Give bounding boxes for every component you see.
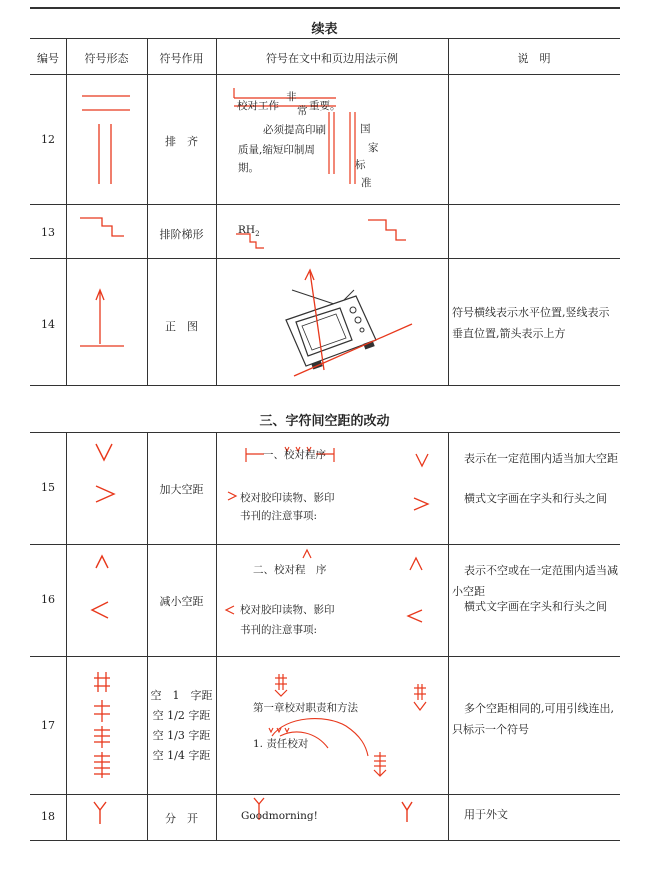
row-18-num: 18 — [41, 810, 55, 823]
row-17-note: 多个空距相同的,可用引线连出,只标示一个符号 — [452, 702, 614, 736]
row-14-num: 14 — [41, 318, 55, 331]
row-12-ex-line1a: 校对工作 — [237, 100, 279, 112]
use-line-1: 空 1 字距 — [150, 689, 213, 702]
row-16-ex-line1: 二、校对程 序 — [253, 564, 327, 576]
row-15-ex-line2: 校对胶印读物、影印 — [240, 492, 335, 504]
stair-example-marks — [216, 204, 448, 258]
row-14-note: 符号横线表示水平位置,竖线表示垂直位置,箭头表示上方 — [452, 306, 610, 340]
top-rule — [30, 7, 620, 9]
increase-example-marks — [216, 432, 448, 544]
row-12-ex-line2: 必须提高印刷 — [263, 124, 326, 136]
row-14-use: 正 图 — [165, 320, 198, 333]
use-line-4: 空 1/4 字距 — [152, 749, 211, 762]
decrease-example-marks — [216, 544, 448, 656]
row-12-ex-line4: 期。 — [238, 162, 259, 174]
align-example-marks — [216, 74, 448, 204]
use-line-3: 空 1/3 字距 — [152, 729, 211, 742]
header-note: 说 明 — [517, 52, 551, 65]
header-shape: 符号形态 — [84, 52, 129, 65]
row-12-num: 12 — [41, 133, 55, 146]
space-marks-symbol — [66, 656, 147, 794]
row-12-use: 排 齐 — [165, 135, 198, 148]
row-12-ex-side-1: 家 — [368, 142, 379, 154]
row-12-ex-line1d: 重要。 — [309, 100, 341, 112]
header-num: 编号 — [37, 52, 59, 65]
row-17-ex-line2: 1. 责任校对 — [253, 738, 309, 750]
space-example-marks — [216, 656, 448, 794]
row-15-use: 加大空距 — [159, 483, 204, 496]
row-12-ex-side-3: 准 — [361, 177, 372, 189]
row-15-ex-line3: 书刊的注意事项: — [240, 510, 318, 522]
row-17-use — [147, 686, 216, 766]
row-15-note2: 横式文字画在字头和行头之间 — [464, 492, 607, 505]
row-16-note2: 横式文字画在字头和行头之间 — [464, 600, 607, 613]
row-18-ex-text: Goodmorning! — [241, 810, 318, 822]
stair-symbol — [66, 204, 147, 258]
row-16-note1: 表示不空或在一定范围内适当减小空距 — [452, 564, 618, 598]
increase-space-symbol — [66, 432, 147, 544]
upright-symbol — [66, 258, 147, 385]
row-15-num: 15 — [41, 481, 55, 494]
tv-illustration — [216, 258, 448, 385]
row-16-num: 16 — [41, 593, 55, 606]
row-18-use: 分 开 — [165, 812, 198, 825]
row-12-ex-side-0: 国 — [360, 123, 371, 135]
row-12-ex-side-2: 标 — [355, 159, 366, 171]
row-18-note: 用于外文 — [464, 808, 508, 821]
row-16-ex-line3: 书刊的注意事项: — [240, 624, 318, 636]
header-use: 符号作用 — [159, 52, 204, 65]
row-13-num: 13 — [41, 226, 55, 239]
row-17-num: 17 — [41, 719, 55, 732]
row-13-use: 排阶梯形 — [159, 228, 204, 241]
row-16-ex-line2: 校对胶印读物、影印 — [240, 604, 335, 616]
row-15-ex-line1: 一、校对程序 — [263, 449, 326, 461]
row-12-ex-line1b: 非 — [286, 91, 297, 103]
decrease-space-symbol — [66, 544, 147, 656]
row-12-ex-line1c: 常 — [297, 105, 308, 117]
row-12-ex-line3: 质量,缩短印制周 — [238, 144, 315, 156]
row-15-note1: 表示在一定范围内适当加大空距 — [464, 452, 618, 465]
separate-symbol — [66, 794, 147, 840]
use-line-2: 空 1/2 字距 — [152, 709, 211, 722]
align-symbol — [66, 74, 147, 204]
section-title: 三、字符间空距的改动 — [259, 414, 390, 429]
continued-title: 续表 — [311, 22, 338, 37]
row-17-ex-line1: 第一章校对职责和方法 — [253, 702, 358, 714]
row-16-use: 减小空距 — [159, 595, 204, 608]
header-example: 符号在文中和页边用法示例 — [266, 52, 398, 65]
row-13-ex-text: $RH_2$ — [238, 224, 260, 239]
